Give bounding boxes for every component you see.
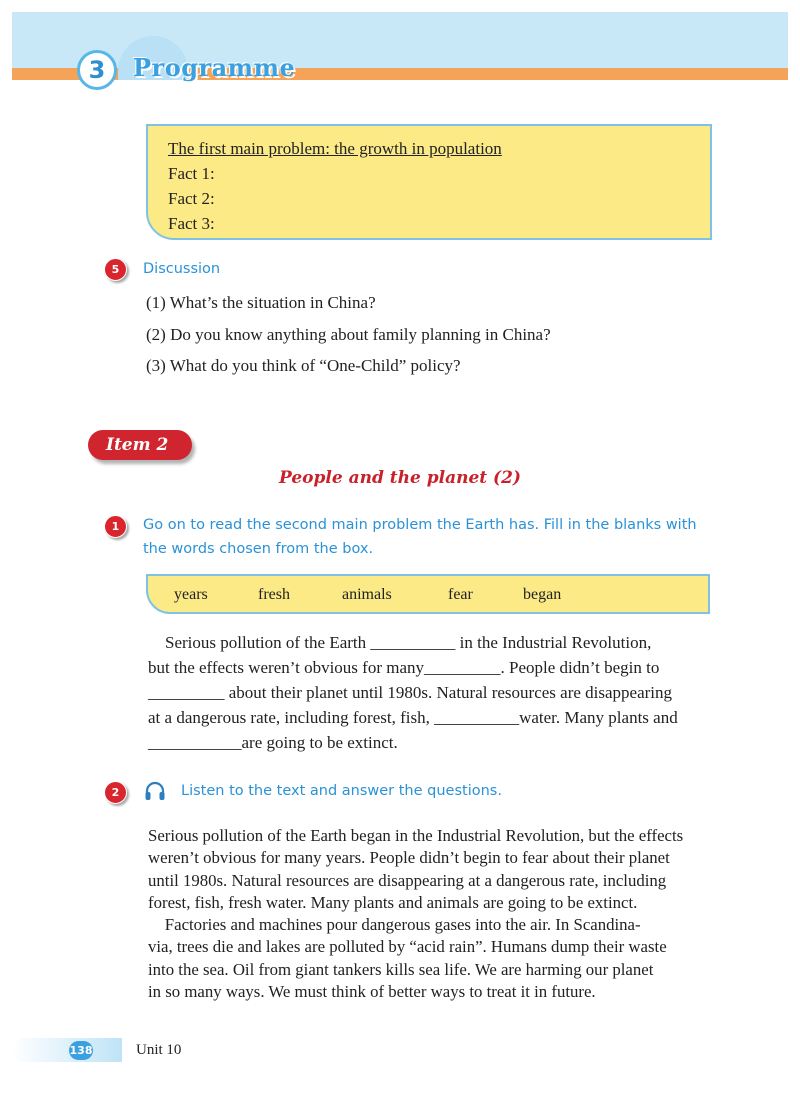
discussion-heading: Discussion: [143, 261, 221, 277]
reading-line: into the sea. Oil from giant tankers kills sea life. We are harming our planet: [148, 959, 654, 979]
reading-text: [148, 825, 713, 1003]
paragraph-line: Serious pollution of the Earth __________ in the Industrial Revolution,: [148, 633, 652, 652]
discussion-question: (2) Do you know anything about family planning in China?: [146, 325, 551, 344]
paragraph-line: _________ about their planet until 1980s. Natural resources are disappearing: [148, 683, 673, 702]
reading-line: weren’t obvious for many years. People didn’t begin to fear about their planet: [148, 848, 670, 868]
reading-line: Factories and machines pour dangerous gases into the air. In Scandina-: [148, 915, 641, 935]
fill-in-paragraph: [148, 630, 713, 755]
word-option: animals: [342, 586, 392, 603]
word-box: [146, 574, 710, 614]
discussion-number-badge: 5: [104, 258, 127, 281]
word-option: years: [174, 586, 208, 603]
word-option: fear: [448, 586, 473, 603]
page-number: 138: [69, 1041, 93, 1060]
paragraph-line: at a dangerous rate, including forest, fish, __________water. Many plants and: [148, 708, 678, 727]
paragraph-line: ___________are going to be extinct.: [148, 733, 398, 752]
section-number: 3: [77, 50, 117, 90]
footer-band: [12, 1038, 122, 1062]
reading-line: in so many ways. We must think of better ways to treat it in future.: [148, 982, 596, 1002]
task1-instruction-line: Go on to read the second main problem the Earth has. Fill in the blanks with: [143, 517, 697, 533]
fact-line: Fact 1:: [168, 164, 215, 183]
section-title: Programme: [133, 53, 296, 82]
fact-line: Fact 2:: [168, 189, 215, 208]
fact-line: Fact 3:: [168, 214, 215, 233]
headphones-icon: [144, 781, 166, 801]
word-option: began: [523, 586, 562, 603]
unit-label: Unit 10: [136, 1042, 182, 1058]
task1-instruction: [143, 513, 697, 561]
reading-line: via, trees die and lakes are polluted by “acid rain”. Humans dump their waste: [148, 937, 667, 957]
item-subtitle: People and the planet (2): [279, 468, 521, 488]
paragraph-line: but the effects weren’t obvious for many_________. People didn’t begin to: [148, 658, 660, 677]
fact-box-title: The first main problem: the growth in population: [168, 139, 502, 158]
word-option: fresh: [258, 586, 290, 603]
reading-line: until 1980s. Natural resources are disappearing at a dangerous rate, including: [148, 870, 667, 890]
task2-instruction: Listen to the text and answer the questions.: [181, 783, 502, 799]
task1-number-badge: 1: [104, 515, 127, 538]
task2-number-badge: 2: [104, 781, 127, 804]
task1-instruction-line: the words chosen from the box.: [143, 541, 374, 557]
item-label: Item 2: [88, 430, 192, 460]
reading-line: forest, fish, fresh water. Many plants and animals are going to be extinct.: [148, 892, 638, 912]
fact-box: [146, 124, 712, 240]
reading-line: Serious pollution of the Earth began in the Industrial Revolution, but the effects: [148, 826, 684, 845]
discussion-question: (1) What’s the situation in China?: [146, 293, 376, 312]
discussion-question: (3) What do you think of “One-Child” policy?: [146, 356, 461, 375]
